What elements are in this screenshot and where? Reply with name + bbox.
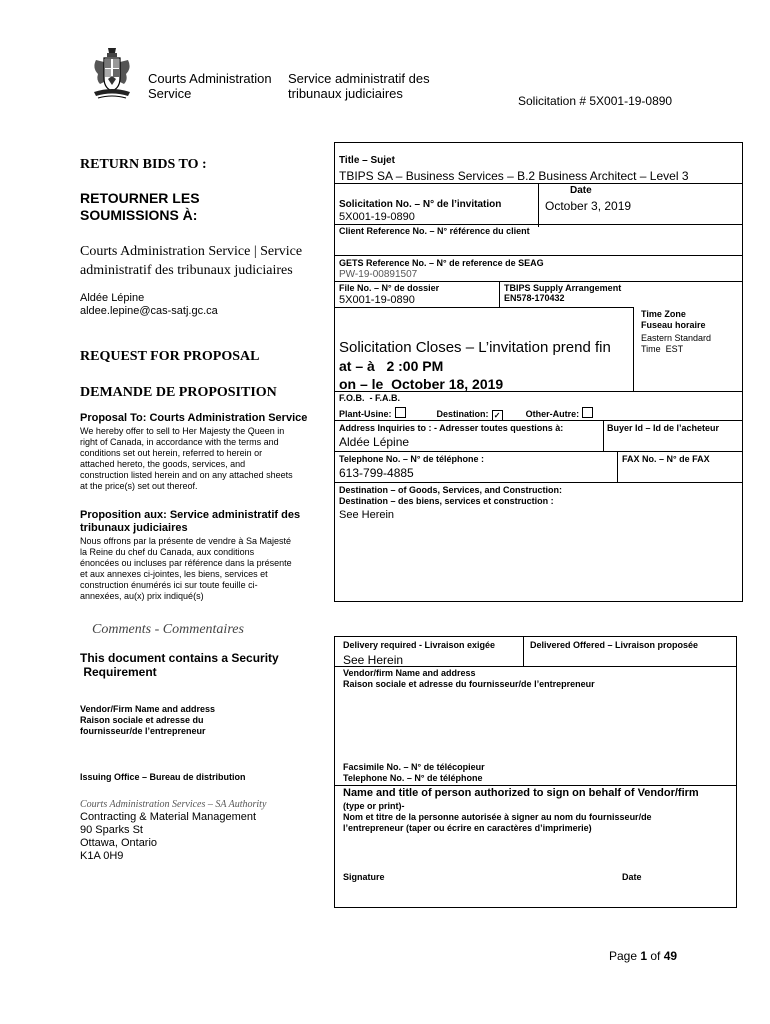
gets-ref-value: PW-19-00891507 (339, 269, 418, 280)
proposition-line: énoncées ou incluses par référence dans la présente (80, 558, 292, 568)
destination-goods-label (339, 485, 562, 507)
delivery-required-value: See Herein (343, 653, 404, 667)
proposal-line: construction listed herein and on any attached sheets (80, 470, 293, 480)
page-current: 1 (640, 949, 648, 963)
closes-time: at – à 2 :00 PM (339, 358, 444, 374)
plant-usine-label: Plant-Usine: (339, 409, 392, 419)
dp-heading: DEMANDE DE PROPOSITION (80, 385, 277, 400)
vendor-name-label-fr: Raison sociale et adresse du fournisseur/de l’entrepreneur (343, 679, 595, 689)
authorized-fr-line1: Nom et titre de la personne autorisée à signer au nom du fournisseur/de (343, 812, 652, 822)
proposal-line: at the price(s) set out thereof. (80, 481, 198, 491)
destination-goods-label-en: Destination – of Goods, Services, and Construction: (339, 485, 563, 495)
proposal-line: We hereby offer to sell to Her Majesty the Queen in (80, 426, 285, 436)
org-name-fr-line2: tribunaux judiciaires (288, 86, 403, 101)
other-autre-checkbox[interactable] (582, 407, 593, 418)
time-zone-label-fr: Fuseau horaire (641, 320, 706, 330)
facsimile-telephone-labels (343, 762, 485, 784)
return-org-line2: administratif des tribunaux judiciaires (80, 263, 293, 278)
issuing-address (80, 811, 256, 863)
plant-usine-checkbox[interactable] (395, 407, 406, 418)
org-name-fr-line1: Service administratif des (288, 71, 430, 86)
contact-block (80, 292, 218, 318)
proposition-line: et aux annexes ci-jointes, les biens, services et (80, 569, 268, 579)
fax-label: FAX No. – N° de FAX (622, 454, 710, 464)
authorized-sub-line: (type or print)- (343, 801, 405, 811)
title-label: Title – Sujet (339, 155, 395, 166)
solicitation-no-value: 5X001-19-0890 (339, 211, 415, 223)
facsimile-label: Facsimile No. – N° de télécopieur (343, 762, 485, 772)
authorized-person-sub (343, 801, 652, 834)
org-name-en (148, 71, 272, 101)
issuing-authority: Courts Administration Services – SA Authority (80, 799, 267, 810)
retourner-heading (80, 190, 200, 224)
page-of: of (647, 949, 664, 963)
proposition-line: construction énumérés ici sur toute feuille ci- (80, 580, 258, 590)
page-total: 49 (663, 949, 678, 963)
closes-date: on – le October 18, 2019 (339, 376, 504, 392)
proposition-line: la Reine du chef du Canada, aux conditions (80, 547, 255, 557)
solicitation-reference: Solicitation # 5X001-19-0890 (518, 94, 673, 108)
proposition-heading (80, 509, 300, 535)
time-zone-value-line1: Eastern Standard (641, 333, 712, 343)
return-org-line1: Courts Administration Service | Service (80, 244, 303, 259)
delivered-offered-label: Delivered Offered – Livraison proposée (530, 640, 699, 650)
telephone-value: 613-799-4885 (339, 466, 414, 480)
file-no-value: 5X001-19-0890 (339, 294, 415, 306)
tbips-value: EN578-170432 (504, 293, 565, 303)
telephone-label: Telephone No. – N° de téléphone : (339, 454, 484, 464)
inquiries-label: Address Inquiries to : - Adresser toutes questions à: (339, 423, 564, 433)
time-zone-value (641, 333, 711, 355)
delivery-required-label: Delivery required - Livraison exigée (343, 640, 496, 650)
destination-goods-value: See Herein (339, 509, 395, 521)
proposition-text (80, 536, 330, 602)
security-line1: This document contains a Security (80, 651, 279, 665)
coat-of-arms-logo (90, 46, 134, 104)
file-no-label: File No. – N° de dossier (339, 283, 440, 293)
address-line: Contracting & Material Management (80, 811, 257, 823)
address-line: 90 Sparks St (80, 824, 143, 836)
fob-label: F.O.B. - F.A.B. (339, 393, 401, 403)
security-requirement (80, 651, 279, 679)
time-zone-label-en: Time Zone (641, 309, 686, 319)
page-prefix: Page (609, 949, 641, 963)
issuing-office-label: Issuing Office – Bureau de distribution (80, 772, 246, 782)
security-line2: Requirement (80, 665, 157, 679)
authorized-fr-line2: l’entrepreneur (taper ou écrire en caractères d’imprimerie) (343, 823, 592, 833)
time-zone-label (641, 309, 706, 331)
proposal-line: conditions set out herein, referred to herein or (80, 448, 263, 458)
retourner-line2: SOUMISSIONS À: (80, 207, 198, 223)
client-ref-label: Client Reference No. – N° référence du client (339, 226, 530, 236)
telephone-no-label: Telephone No. – N° de téléphone (343, 773, 483, 783)
gets-ref-label: GETS Reference No. – N° de reference de SEAG (339, 258, 544, 268)
rfp-heading: REQUEST FOR PROPOSAL (80, 349, 260, 364)
date-label: Date (570, 185, 592, 196)
tbips-label: TBIPS Supply Arrangement (504, 283, 622, 293)
address-line: K1A 0H9 (80, 850, 124, 862)
vendor-firm-label (80, 704, 215, 737)
contact-name: Aldée Lépine (80, 292, 145, 304)
org-name-fr (288, 71, 430, 101)
page-number (609, 949, 677, 963)
title-value: TBIPS SA – Business Services – B.2 Business Architect – Level 3 (339, 169, 689, 183)
vendor-line3: fournisseur/de l’entrepreneur (80, 726, 206, 736)
proposition-line: Nous offrons par la présente de vendre à Sa Majesté (80, 536, 291, 546)
other-autre-label: Other-Autre: (525, 409, 580, 419)
proposition-heading-line1: Proposition aux: Service administratif des (80, 509, 301, 521)
contact-email: aldee.lepine@cas-satj.gc.ca (80, 305, 218, 317)
destination-goods-label-fr: Destination – des biens, services et construction : (339, 496, 554, 506)
proposal-to-heading: Proposal To: Courts Administration Service (80, 412, 308, 424)
inquiries-value: Aldée Lépine (339, 435, 410, 449)
vendor-name-label (343, 668, 595, 690)
retourner-line1: RETOURNER LES (80, 190, 200, 206)
buyer-id-label: Buyer Id – Id de l’acheteur (607, 423, 720, 433)
org-name-en-line2: Service (148, 86, 192, 101)
vendor-name-label-en: Vendor/firm Name and address (343, 668, 476, 678)
signature-label: Signature (343, 872, 385, 882)
return-bids-heading: RETURN BIDS TO : (80, 157, 207, 172)
destination-label: Destination: (436, 409, 489, 419)
comments-heading: Comments - Commentaires (92, 622, 244, 637)
signature-date-label: Date (622, 872, 642, 882)
authorized-person-label: Name and title of person authorized to sign on behalf of Vendor/firm (343, 787, 699, 799)
proposition-heading-line2: tribunaux judiciaires (80, 522, 188, 534)
proposal-line: attached hereto, the goods, services, and (80, 459, 246, 469)
fob-options (339, 407, 593, 421)
vendor-line2: Raison sociale et adresse du (80, 715, 204, 725)
proposition-line: annexées, au(x) prix indiqué(s) (80, 591, 204, 601)
org-name-en-line1: Courts Administration (148, 71, 272, 86)
address-line: Ottawa, Ontario (80, 837, 158, 849)
return-organization (80, 242, 302, 280)
date-value: October 3, 2019 (545, 199, 632, 213)
time-zone-value-line2: Time EST (641, 344, 684, 354)
proposal-to-text (80, 426, 330, 492)
solicitation-no-label: Solicitation No. – N° de l’invitation (339, 199, 502, 210)
closes-label: Solicitation Closes – L’invitation prend fin (339, 339, 611, 356)
proposal-line: right of Canada, in accordance with the terms and (80, 437, 279, 447)
vendor-line1: Vendor/Firm Name and address (80, 704, 216, 714)
